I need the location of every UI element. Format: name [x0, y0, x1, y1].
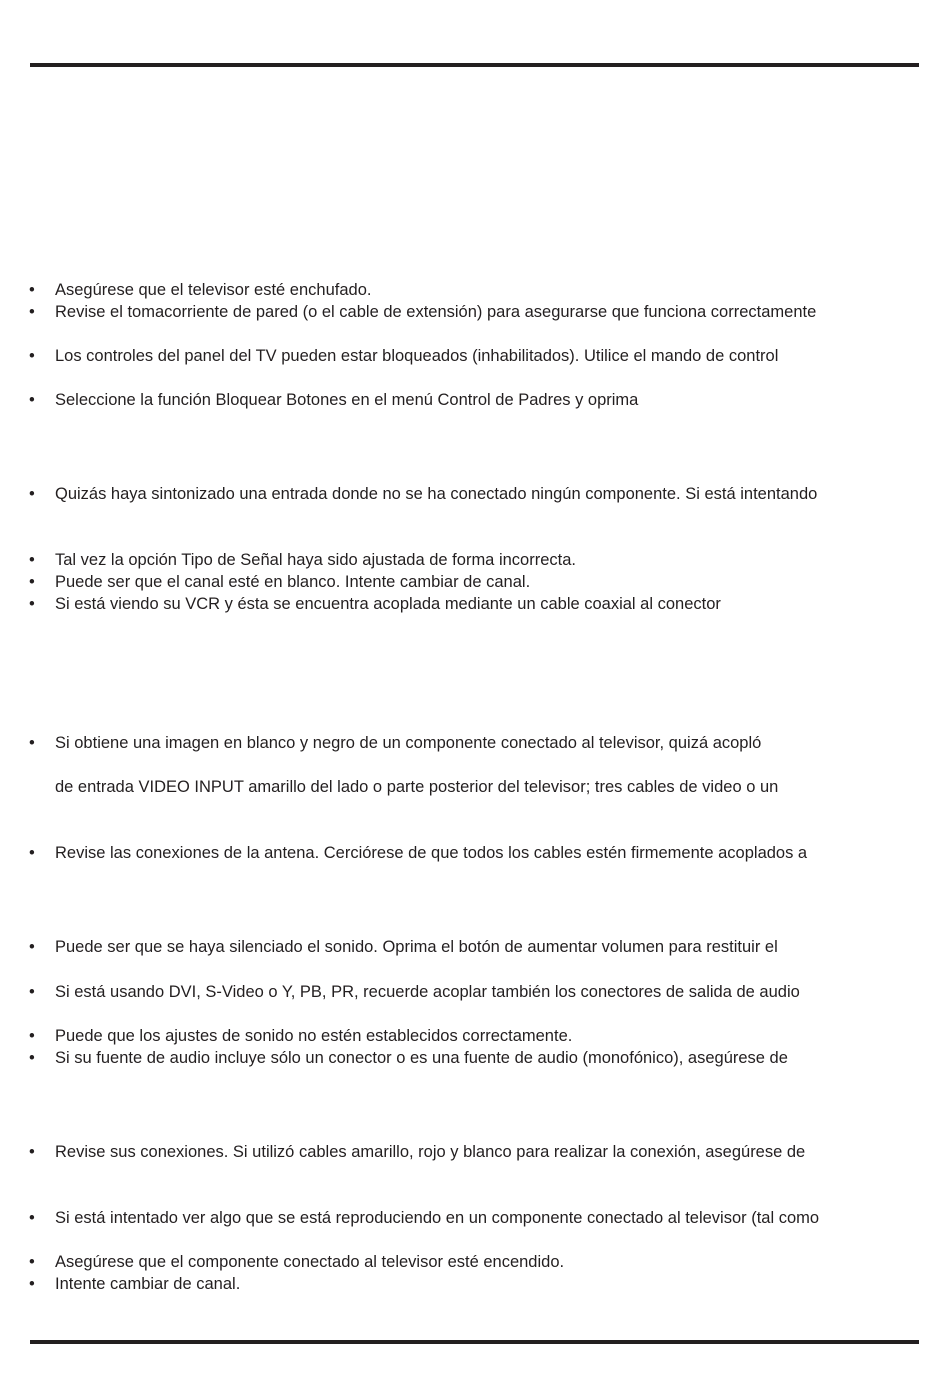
list-item-text: Si está intentado ver algo que se está reproduciendo en un componente conectado al televisor (tal como	[55, 1209, 820, 1227]
list-item-text: Revise sus conexiones. Si utilizó cables amarillo, rojo y blanco para realizar la conexión, asegúrese de	[55, 1143, 806, 1161]
list-item	[0, 483, 950, 505]
list-item-text: Revise el tomacorriente de pared (o el cable de extensión) para asegurarse que funciona correctamente	[55, 303, 817, 321]
list-item	[0, 936, 950, 958]
list-item	[0, 571, 950, 593]
list-item-text: de entrada VIDEO INPUT amarillo del lado o parte posterior del televisor; tres cables de video o un	[55, 778, 779, 796]
list-item-text: Asegúrese que el televisor esté enchufado.	[55, 281, 372, 299]
bullet-marker: •	[29, 485, 35, 503]
bullet-marker: •	[29, 1143, 35, 1161]
list-item	[0, 389, 950, 411]
list-item	[0, 1251, 950, 1273]
list-item-text: Puede ser que el canal esté en blanco. Intente cambiar de canal.	[55, 573, 531, 591]
list-item-text: Si está usando DVI, S-Video o Y, PB, PR, recuerde acoplar también los conectores de salida de audio	[55, 983, 800, 1001]
list-item	[0, 776, 950, 798]
bullet-marker: •	[29, 938, 35, 956]
bullet-marker: •	[29, 281, 35, 299]
bullet-marker: •	[29, 1253, 35, 1271]
list-item-text: Seleccione la función Bloquear Botones en el menú Control de Padres y oprima	[55, 391, 639, 409]
list-item-text: Quizás haya sintonizado una entrada donde no se ha conectado ningún componente. Si está intentando	[55, 485, 818, 503]
list-item-text: Intente cambiar de canal.	[55, 1275, 241, 1293]
list-item-text: Asegúrese que el componente conectado al televisor esté encendido.	[55, 1253, 565, 1271]
bullet-marker: •	[29, 1275, 35, 1293]
list-item-text: Revise las conexiones de la antena. Cerciórese de que todos los cables estén firmemente acoplados a	[55, 844, 808, 862]
list-item	[0, 1047, 950, 1069]
list-item-text: Puede que los ajustes de sonido no estén establecidos correctamente.	[55, 1027, 573, 1045]
list-item	[0, 1141, 950, 1163]
list-item-text: Si está viendo su VCR y ésta se encuentra acoplada mediante un cable coaxial al conector	[55, 595, 721, 613]
bullet-marker: •	[29, 844, 35, 862]
list-item	[0, 732, 950, 754]
bullet-marker: •	[29, 573, 35, 591]
bullet-marker: •	[29, 595, 35, 613]
bullet-marker: •	[29, 1049, 35, 1067]
bullet-marker: •	[29, 551, 35, 569]
bullet-marker: •	[29, 1027, 35, 1045]
list-item	[0, 345, 950, 367]
list-item-text: Tal vez la opción Tipo de Señal haya sido ajustada de forma incorrecta.	[55, 551, 576, 569]
list-item	[0, 301, 950, 323]
list-item	[0, 981, 950, 1003]
list-item	[0, 549, 950, 571]
list-item	[0, 593, 950, 615]
top-rule	[30, 63, 919, 67]
bullet-marker: •	[29, 983, 35, 1001]
bullet-marker: •	[29, 347, 35, 365]
bottom-rule	[30, 1340, 919, 1344]
list-item	[0, 842, 950, 864]
bullet-marker: •	[29, 1209, 35, 1227]
list-item-text: Los controles del panel del TV pueden estar bloqueados (inhabilitados). Utilice el mando de control	[55, 347, 779, 365]
list-item-text: Si obtiene una imagen en blanco y negro de un componente conectado al televisor, quizá acopló	[55, 734, 762, 752]
list-item-text: Puede ser que se haya silenciado el sonido. Oprima el botón de aumentar volumen para restituir el	[55, 938, 778, 956]
list-item	[0, 1273, 950, 1295]
bullet-marker: •	[29, 734, 35, 752]
bullet-marker: •	[29, 303, 35, 321]
bullet-marker: •	[29, 391, 35, 409]
list-item	[0, 279, 950, 301]
list-item-text: Si su fuente de audio incluye sólo un conector o es una fuente de audio (monofónico), asegúrese de	[55, 1049, 788, 1067]
list-item	[0, 1207, 950, 1229]
list-item	[0, 1025, 950, 1047]
